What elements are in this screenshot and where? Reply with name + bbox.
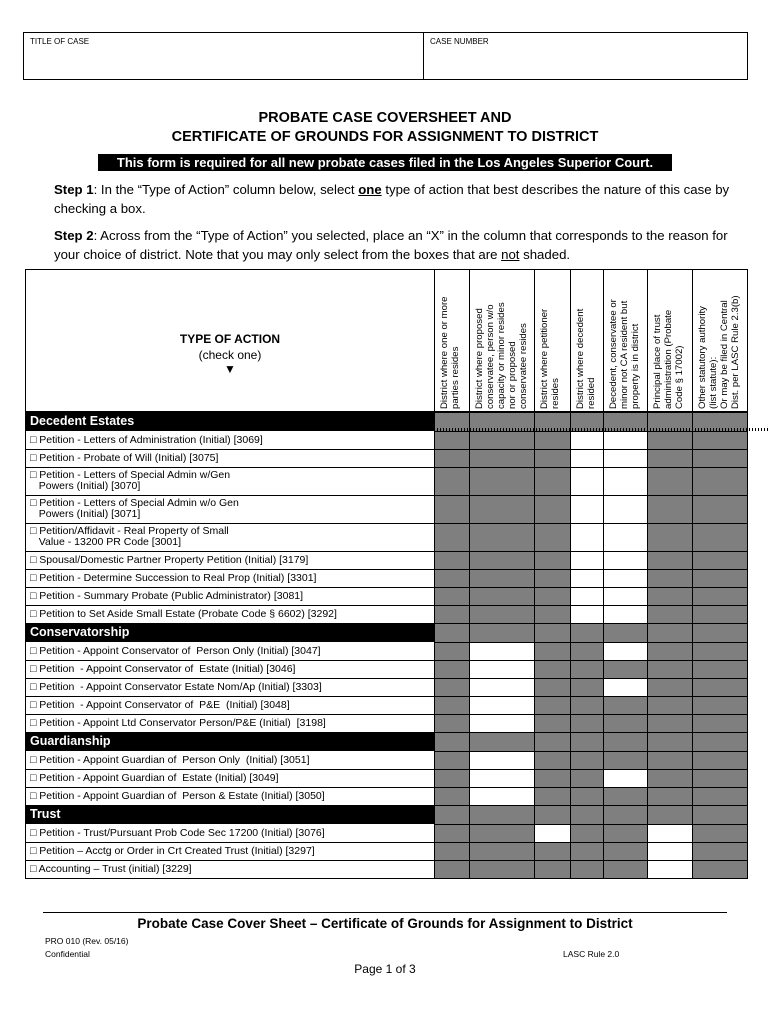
district-cell [434,642,470,661]
section-header-cell [469,805,535,825]
district-cell[interactable] [603,569,648,588]
action-label: □ Petition - Letters of Special Admin w/o Gen [30,497,239,509]
district-cell [534,660,571,679]
action-row[interactable] [25,842,434,861]
district-cell [434,860,470,879]
action-label: □ Petition - Letters of Administration (Initial) [3069] [30,434,263,446]
district-cell [692,787,748,806]
district-cell [692,449,748,468]
action-label: Powers (Initial) [3070] [30,480,141,492]
district-cell[interactable] [570,587,604,606]
district-cell [692,769,748,788]
action-label: □ Petition - Appoint Conservator of P&E (Initial) [3048] [30,699,290,711]
section-header-cell [570,623,604,643]
district-cell [434,467,470,496]
district-cell [570,696,604,715]
district-cell [692,587,748,606]
district-cell [570,714,604,733]
step1-text-c: type of action that best describes the nature of this case by checking a box. [54,182,730,216]
district-cell[interactable] [647,824,693,843]
district-cell[interactable] [603,769,648,788]
section-header-cell [434,732,470,752]
section-header-cell [469,732,535,752]
district-cell [647,642,693,661]
district-cell [434,605,470,624]
action-row[interactable] [25,824,434,843]
action-label: □ Petition - Appoint Guardian of Estate (Initial) [3049] [30,772,279,784]
lasc-rule: LASC Rule 2.0 [563,949,620,959]
step1-instructions [54,180,734,218]
action-label: □ Petition - Appoint Conservator of Person Only (Initial) [3047] [30,645,321,657]
confidential-label: Confidential [45,949,90,959]
section-header-cell [469,623,535,643]
district-cell [534,642,571,661]
column-header-1 [434,269,470,412]
district-cell[interactable] [469,769,535,788]
form-title-line2: CERTIFICATE OF GROUNDS FOR ASSIGNMENT TO DISTRICT [171,129,599,145]
column-header-7 [692,269,748,412]
district-cell [570,769,604,788]
action-label: □ Petition - Appoint Guardian of Person Only (Initial) [3051] [30,754,310,766]
district-cell [434,824,470,843]
district-cell [570,660,604,679]
action-row[interactable] [25,449,434,468]
district-cell[interactable] [603,642,648,661]
district-cell [434,696,470,715]
title-of-case-label: TITLE OF CASE [30,37,90,46]
district-cell[interactable] [469,714,535,733]
step2-label: Step 2 [54,228,94,243]
district-cell [534,787,571,806]
district-cell[interactable] [570,467,604,496]
column-header-text: District where proposed conservatee, person w/o capacity or minor resides nor or proposed conservatee resides [474,302,529,409]
column-header-text: Principal place of trust administration (Probate Code § 17002) [652,309,685,409]
district-cell [434,769,470,788]
action-row[interactable] [25,587,434,606]
district-cell [692,642,748,661]
district-cell [469,860,535,879]
district-cell[interactable] [534,824,571,843]
district-cell [534,678,571,697]
district-cell [534,751,571,770]
action-row[interactable] [25,569,434,588]
footer-rule [43,912,727,913]
district-cell [534,587,571,606]
section-header-cell [534,623,571,643]
district-cell [692,523,748,552]
district-cell [534,569,571,588]
type-of-action-sub: (check one) [198,348,262,362]
district-cell [647,467,693,496]
step2-emphasis: not [501,247,520,262]
district-cell [692,551,748,570]
action-row[interactable] [25,751,434,770]
district-cell [603,824,648,843]
district-cell [603,842,648,861]
district-cell [647,523,693,552]
action-row[interactable] [25,467,434,496]
district-cell[interactable] [469,642,535,661]
district-cell [434,842,470,861]
page-number: Page 1 of 3 [354,962,416,976]
district-cell [534,449,571,468]
district-cell [534,714,571,733]
district-cell [603,714,648,733]
step2-text-c: shaded. [519,247,571,262]
district-cell [469,551,535,570]
district-cell [647,714,693,733]
district-cell [469,523,535,552]
district-cell[interactable] [570,495,604,524]
action-row[interactable] [25,551,434,570]
column-header-text: District where decedent resided [575,308,597,409]
action-label: □ Petition - Trust/Pursuant Prob Code Sec 17200 (Initial) [3076] [30,827,325,839]
action-label: □ Petition - Appoint Guardian of Person & Estate (Initial) [3050] [30,790,325,802]
district-cell [534,842,571,861]
district-cell [603,751,648,770]
section-header-cell [692,623,748,643]
district-cell [534,523,571,552]
column-header-6 [647,269,693,412]
district-cell [647,678,693,697]
section-header-cell [434,623,470,643]
district-cell [603,787,648,806]
section-header-cell [647,732,693,752]
district-cell [434,660,470,679]
district-cell[interactable] [603,467,648,496]
district-cell[interactable] [603,431,648,450]
district-cell [692,824,748,843]
step1-text-a: : In the “Type of Action” column below, select [93,182,359,197]
type-of-action-title: TYPE OF ACTION [179,332,281,346]
district-cell [469,449,535,468]
district-cell[interactable] [603,587,648,606]
column-header-text: District where petitioner resides [539,308,561,409]
action-row[interactable] [25,769,434,788]
action-label: Powers (Initial) [3071] [30,508,141,520]
district-cell[interactable] [647,860,693,879]
district-cell [647,751,693,770]
section-header-cell [603,732,648,752]
action-row[interactable] [25,860,434,879]
section-header-cell [534,805,571,825]
action-label: □ Petition - Appoint Conservator Estate Nom/Ap (Initial) [3303] [30,681,322,693]
district-cell [692,842,748,861]
district-cell[interactable] [469,787,535,806]
district-cell [570,751,604,770]
column-header-text: Decedent, conservatee or minor not CA resident but property is in district [608,299,641,409]
action-label: □ Petition - Determine Succession to Real Prop (Initial) [3301] [30,572,317,584]
section-header-cell [647,623,693,643]
district-cell [603,860,648,879]
section-header-cell [692,732,748,752]
district-cell [692,660,748,679]
section-header-cell [534,732,571,752]
action-label: □ Spousal/Domestic Partner Property Petition (Initial) [3179] [30,554,309,566]
district-cell [469,824,535,843]
action-label: □ Petition to Set Aside Small Estate (Probate Code § 6602) [3292] [30,608,337,620]
district-cell[interactable] [570,431,604,450]
district-cell[interactable] [570,551,604,570]
district-cell [434,449,470,468]
column-header-4 [570,269,604,412]
district-cell [692,605,748,624]
district-grid [25,269,770,879]
district-cell[interactable] [570,605,604,624]
district-cell [647,605,693,624]
district-cell [434,678,470,697]
action-row[interactable] [25,660,434,679]
district-cell [434,523,470,552]
district-cell [534,769,571,788]
action-row[interactable] [25,523,434,552]
district-cell [570,678,604,697]
form-title-line1: PROBATE CASE COVERSHEET AND [258,110,512,126]
title-of-case-field[interactable] [24,33,424,79]
district-cell[interactable] [603,495,648,524]
district-cell[interactable] [603,678,648,697]
district-cell[interactable] [570,449,604,468]
district-cell [647,449,693,468]
column-header-text: District where one or more parties resides [439,296,461,409]
district-cell [570,860,604,879]
district-cell[interactable] [570,523,604,552]
district-cell [469,587,535,606]
district-cell [434,569,470,588]
district-cell [534,495,571,524]
district-cell [647,787,693,806]
district-cell [570,824,604,843]
column-header-3 [534,269,571,412]
district-cell [692,714,748,733]
district-cell [647,551,693,570]
district-cell [692,751,748,770]
action-label: □ Petition - Letters of Special Admin w/Gen [30,469,231,481]
section-header-cell [603,805,648,825]
down-arrow-icon: ▼ [224,362,236,376]
district-cell [692,495,748,524]
district-cell [434,751,470,770]
action-row[interactable] [25,787,434,806]
district-cell [570,642,604,661]
section-header-cell [647,805,693,825]
district-cell [692,696,748,715]
district-cell [534,431,571,450]
district-cell [570,787,604,806]
district-cell [434,587,470,606]
district-cell[interactable] [469,696,535,715]
district-cell [692,678,748,697]
district-cell [692,860,748,879]
step2-text-a: : Across from the “Type of Action” you selected, place an “X” in the column that corresponds to the reason for your choice of district. Note that you may only select from the boxes that are [54,228,728,262]
district-cell [692,431,748,450]
district-cell [647,495,693,524]
action-row[interactable] [25,696,434,715]
district-cell [647,569,693,588]
column-header-2 [469,269,535,412]
district-cell [534,467,571,496]
district-cell [692,467,748,496]
district-cell [647,769,693,788]
action-label: □ Petition - Appoint Conservator of Estate (Initial) [3046] [30,663,296,675]
district-cell [647,431,693,450]
section-header-cell [692,805,748,825]
section-header-cell [603,623,648,643]
action-row[interactable] [25,642,434,661]
district-cell[interactable] [603,523,648,552]
district-cell [534,696,571,715]
district-cell [434,495,470,524]
district-cell [434,551,470,570]
district-cell[interactable] [603,551,648,570]
district-cell [647,587,693,606]
district-cell [469,842,535,861]
district-cell [570,842,604,861]
district-cell [469,605,535,624]
district-cell [434,431,470,450]
section-header-cell [570,732,604,752]
action-label: Value - 13200 PR Code [3001] [30,536,181,548]
type-of-action-header [25,269,435,412]
action-row[interactable] [25,495,434,524]
district-cell [647,660,693,679]
district-cell [534,860,571,879]
district-cell [534,605,571,624]
district-cell [692,569,748,588]
district-cell[interactable] [469,678,535,697]
required-banner: This form is required for all new probate cases filed in the Los Angeles Superior Court. [98,154,672,171]
action-label: □ Accounting – Trust (initial) [3229] [30,863,192,875]
action-row[interactable] [25,678,434,697]
district-cell [469,495,535,524]
footer-title: Probate Case Cover Sheet – Certificate of Grounds for Assignment to District [137,916,633,931]
district-cell[interactable] [469,660,535,679]
section-header-cell [570,805,604,825]
column-header-5 [603,269,648,412]
step1-emphasis: one [358,182,382,197]
district-cell [603,696,648,715]
case-header-table [23,32,748,80]
column-header-text: Other statutory authority (list statute): Or may be filed in Central Dist. per LASC Rule 2.3(b) [697,295,741,409]
action-label: □ Petition - Summary Probate (Public Administrator) [3081] [30,590,304,602]
district-cell [434,714,470,733]
action-row[interactable] [25,605,434,624]
step1-label: Step 1 [54,182,94,197]
district-cell [534,551,571,570]
case-number-label: CASE NUMBER [430,37,489,46]
action-label: □ Petition/Affidavit - Real Property of Small [30,525,229,537]
district-cell [469,467,535,496]
section-header-cell [434,805,470,825]
case-number-field[interactable] [424,33,747,79]
district-cell [603,660,648,679]
section-header: Decedent Estates [25,412,434,431]
section-header: Guardianship [25,732,434,751]
district-cell [469,569,535,588]
action-label: □ Petition – Acctg or Order in Crt Created Trust (Initial) [3297] [30,845,315,857]
district-cell[interactable] [647,842,693,861]
action-label: □ Petition - Appoint Ltd Conservator Person/P&E (Initial) [3198] [30,717,326,729]
step2-instructions [54,226,734,264]
section-header: Trust [25,805,434,824]
district-cell [434,787,470,806]
action-row[interactable] [25,714,434,733]
district-cell[interactable] [469,751,535,770]
district-cell[interactable] [570,569,604,588]
action-label: □ Petition - Probate of Will (Initial) [3075] [30,452,219,464]
section-header: Conservatorship [25,623,434,642]
district-cell [469,431,535,450]
district-cell[interactable] [603,605,648,624]
district-cell[interactable] [603,449,648,468]
action-row[interactable] [25,431,434,450]
form-id: PRO 010 (Rev. 05/16) [45,936,129,946]
district-cell [647,696,693,715]
